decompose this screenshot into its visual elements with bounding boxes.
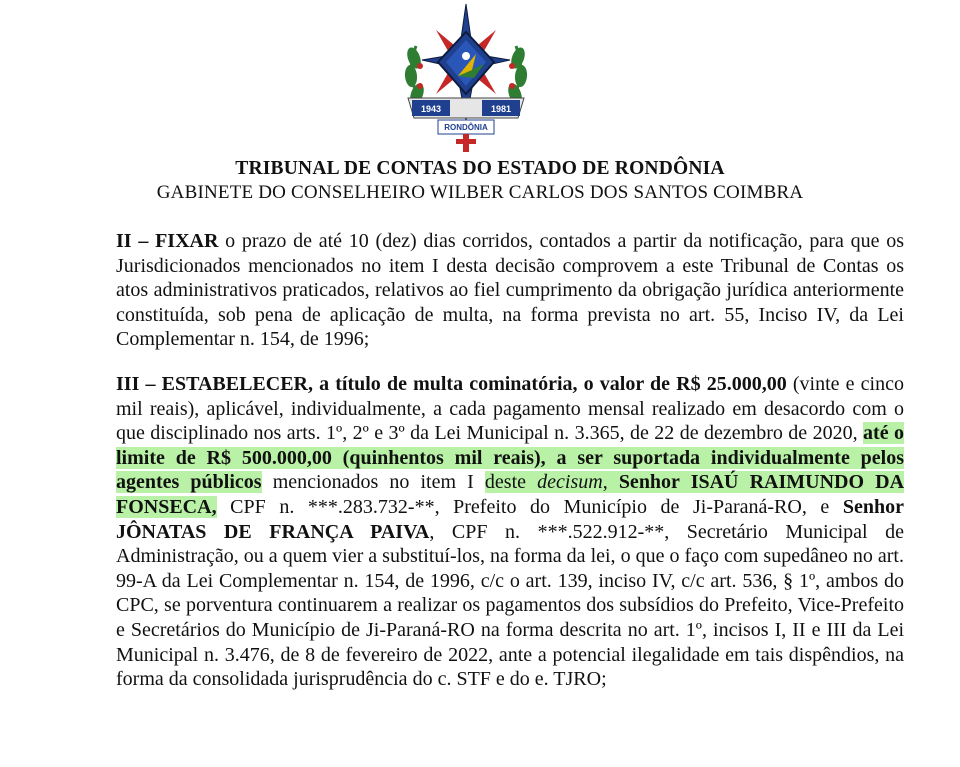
- state-name: RONDÔNIA: [444, 123, 488, 132]
- rondonia-coat-of-arms: [398, 2, 534, 152]
- item-ii-text: o prazo de até 10 (dez) dias corridos, contados a partir da notificação, para que os Jurisdicionados mencionados no item I desta decisão comprovem a este Tribunal de Contas os atos administrativos praticados, relativos ao fiel cumprimento da obrigação jurídica anteriormente constituída, sob pena de aplicação de multa, na forma prevista no art. 55, Inciso IV, da Lei Complementar n. 154, de 1996;: [116, 230, 905, 351]
- item-iii-text-d: , CPF n. ***.522.912-**, Secretário Municipal de Administração, ou a quem vier a substituí-los, na forma da lei, o que o faço com supedâneo no art. 99-A da Lei Complementar n. 154, de 1996, c/c o art. 139, inciso IV, c/c art. 536, § 1º, ambos do CPC, se porventura continuarem a realizar os pagamentos dos subsídios do Prefeito, Vice-Prefeito e Secretários do Município de Ji-Paraná-RO na forma descrita no art. 1º, incisos I, II e III da Lei Municipal n. 3.476, de 8 de fevereiro de 2022, ante a potencial ilegalidade em tais dispêndios, na forma da consolidada jurisprudência do c. STF e do e. TJRO;: [116, 520, 904, 691]
- gabinete-subtitle: GABINETE DO CONSELHEIRO WILBER CARLOS DOS SANTOS COIMBRA: [156, 182, 804, 203]
- item-iii-text-a: (vinte e cinco mil reais), aplicável, individualmente, a cada pagamento mensal realizado em desacordo com o que disciplinado nos arts. 1º, 2º e 3º da Lei Municipal n. 3.365, de 22 de dezembro de 2020,: [116, 373, 904, 445]
- item-iii-text-b: mencionados no item I: [261, 471, 485, 494]
- item-ii-label: II – FIXAR: [116, 230, 219, 252]
- deste-word: deste: [484, 471, 538, 494]
- decisum-comma: ,: [602, 471, 619, 494]
- name-jonatas: Senhor JÔNATAS DE FRANÇA PAIVA: [116, 495, 904, 543]
- year-right: 1981: [490, 104, 512, 114]
- year-banner: [408, 98, 524, 118]
- year-left: 1943: [420, 104, 442, 114]
- cross-icon: [456, 134, 476, 152]
- item-iii-text-c: CPF n. ***.283.732-**, Prefeito do Município de Ji-Paraná-RO, e: [216, 495, 843, 518]
- tribunal-title: TRIBUNAL DE CONTAS DO ESTADO DE RONDÔNIA: [235, 158, 725, 179]
- item-iii-paragraph: [116, 372, 904, 692]
- name-ribbon: [438, 120, 494, 134]
- decisum-word: decisum: [537, 471, 603, 494]
- highlighted-limit-text: até o limite de R$ 500.000,00 (quinhentos mil reais), a ser suportada individualmente pelos agentes públicos: [116, 422, 904, 494]
- highlighted-name-isau: Senhor ISAÚ RAIMUNDO DA FONSECA,: [116, 471, 905, 518]
- item-iii-label: III – ESTABELECER, a título de multa cominatória, o valor de R$ 25.000,00: [116, 373, 787, 395]
- item-ii-paragraph: [116, 229, 904, 352]
